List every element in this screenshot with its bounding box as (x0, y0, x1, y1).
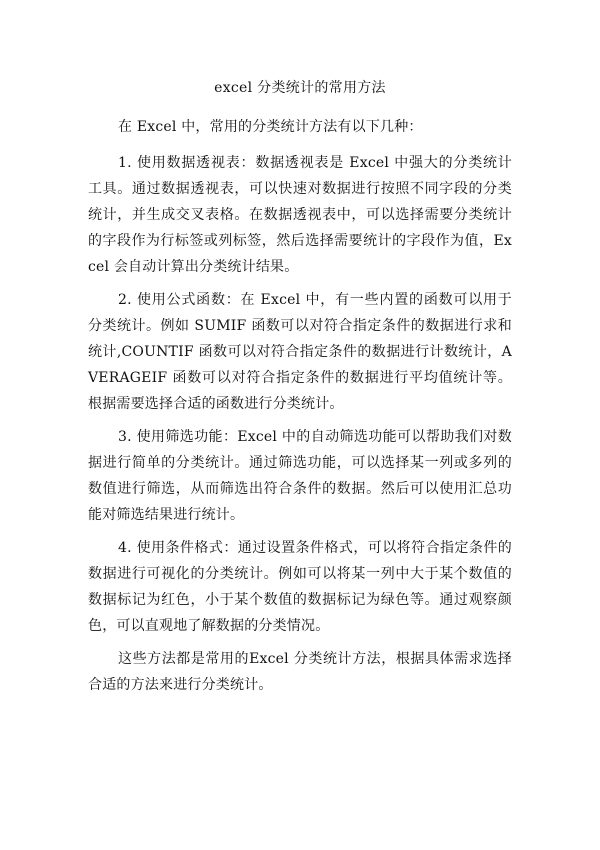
intro-paragraph: 在 Excel 中，常用的分类统计方法有以下几种： (118, 119, 423, 135)
method-filter: 3. 使用筛选功能：Excel 中的自动筛选功能可以帮助我们对数据进行简单的分类统计。通过筛选功能，可以选择某一列或多列的数值进行筛选，从而筛选出符合条件的数据。然后可以使用汇总功能对筛选结果进行统计。 (88, 429, 512, 523)
method-formula-functions: 2. 使用公式函数：在 Excel 中，有一些内置的函数可以用于分类统计。例如 SUMIF 函数可以对符合指定条件的数据进行求和统计,COUNTIF 函数可以对符合指定条件的数据进行计数统计，AVERAGEIF 函数可以对符合指定条件的数据进行平均值统计等。根据需要选择合适的函数进行分类统计。 (88, 292, 512, 412)
method-conditional-format: 4. 使用条件格式：通过设置条件格式，可以将符合指定条件的数据进行可视化的分类统计。例如可以将某一列中大于某个数值的数据标记为红色，小于某个数值的数据标记为绿色等。通过观察颜色，可以直观地了解数据的分类情况。 (88, 540, 512, 634)
method-pivot-table: 1. 使用数据透视表：数据透视表是 Excel 中强大的分类统计工具。通过数据透视表，可以快速对数据进行按照不同字段的分类统计，并生成交叉表格。在数据透视表中，可以选择需要分类统计的字段作为行标签或列标签，然后选择需要统计的字段作为值，Excel 会自动计算出分类统计结果。 (88, 155, 512, 275)
document-title: excel 分类统计的常用方法 (214, 80, 386, 96)
conclusion-paragraph: 这些方法都是常用的Excel 分类统计方法，根据具体需求选择合适的方法来进行分类统计。 (88, 651, 512, 693)
